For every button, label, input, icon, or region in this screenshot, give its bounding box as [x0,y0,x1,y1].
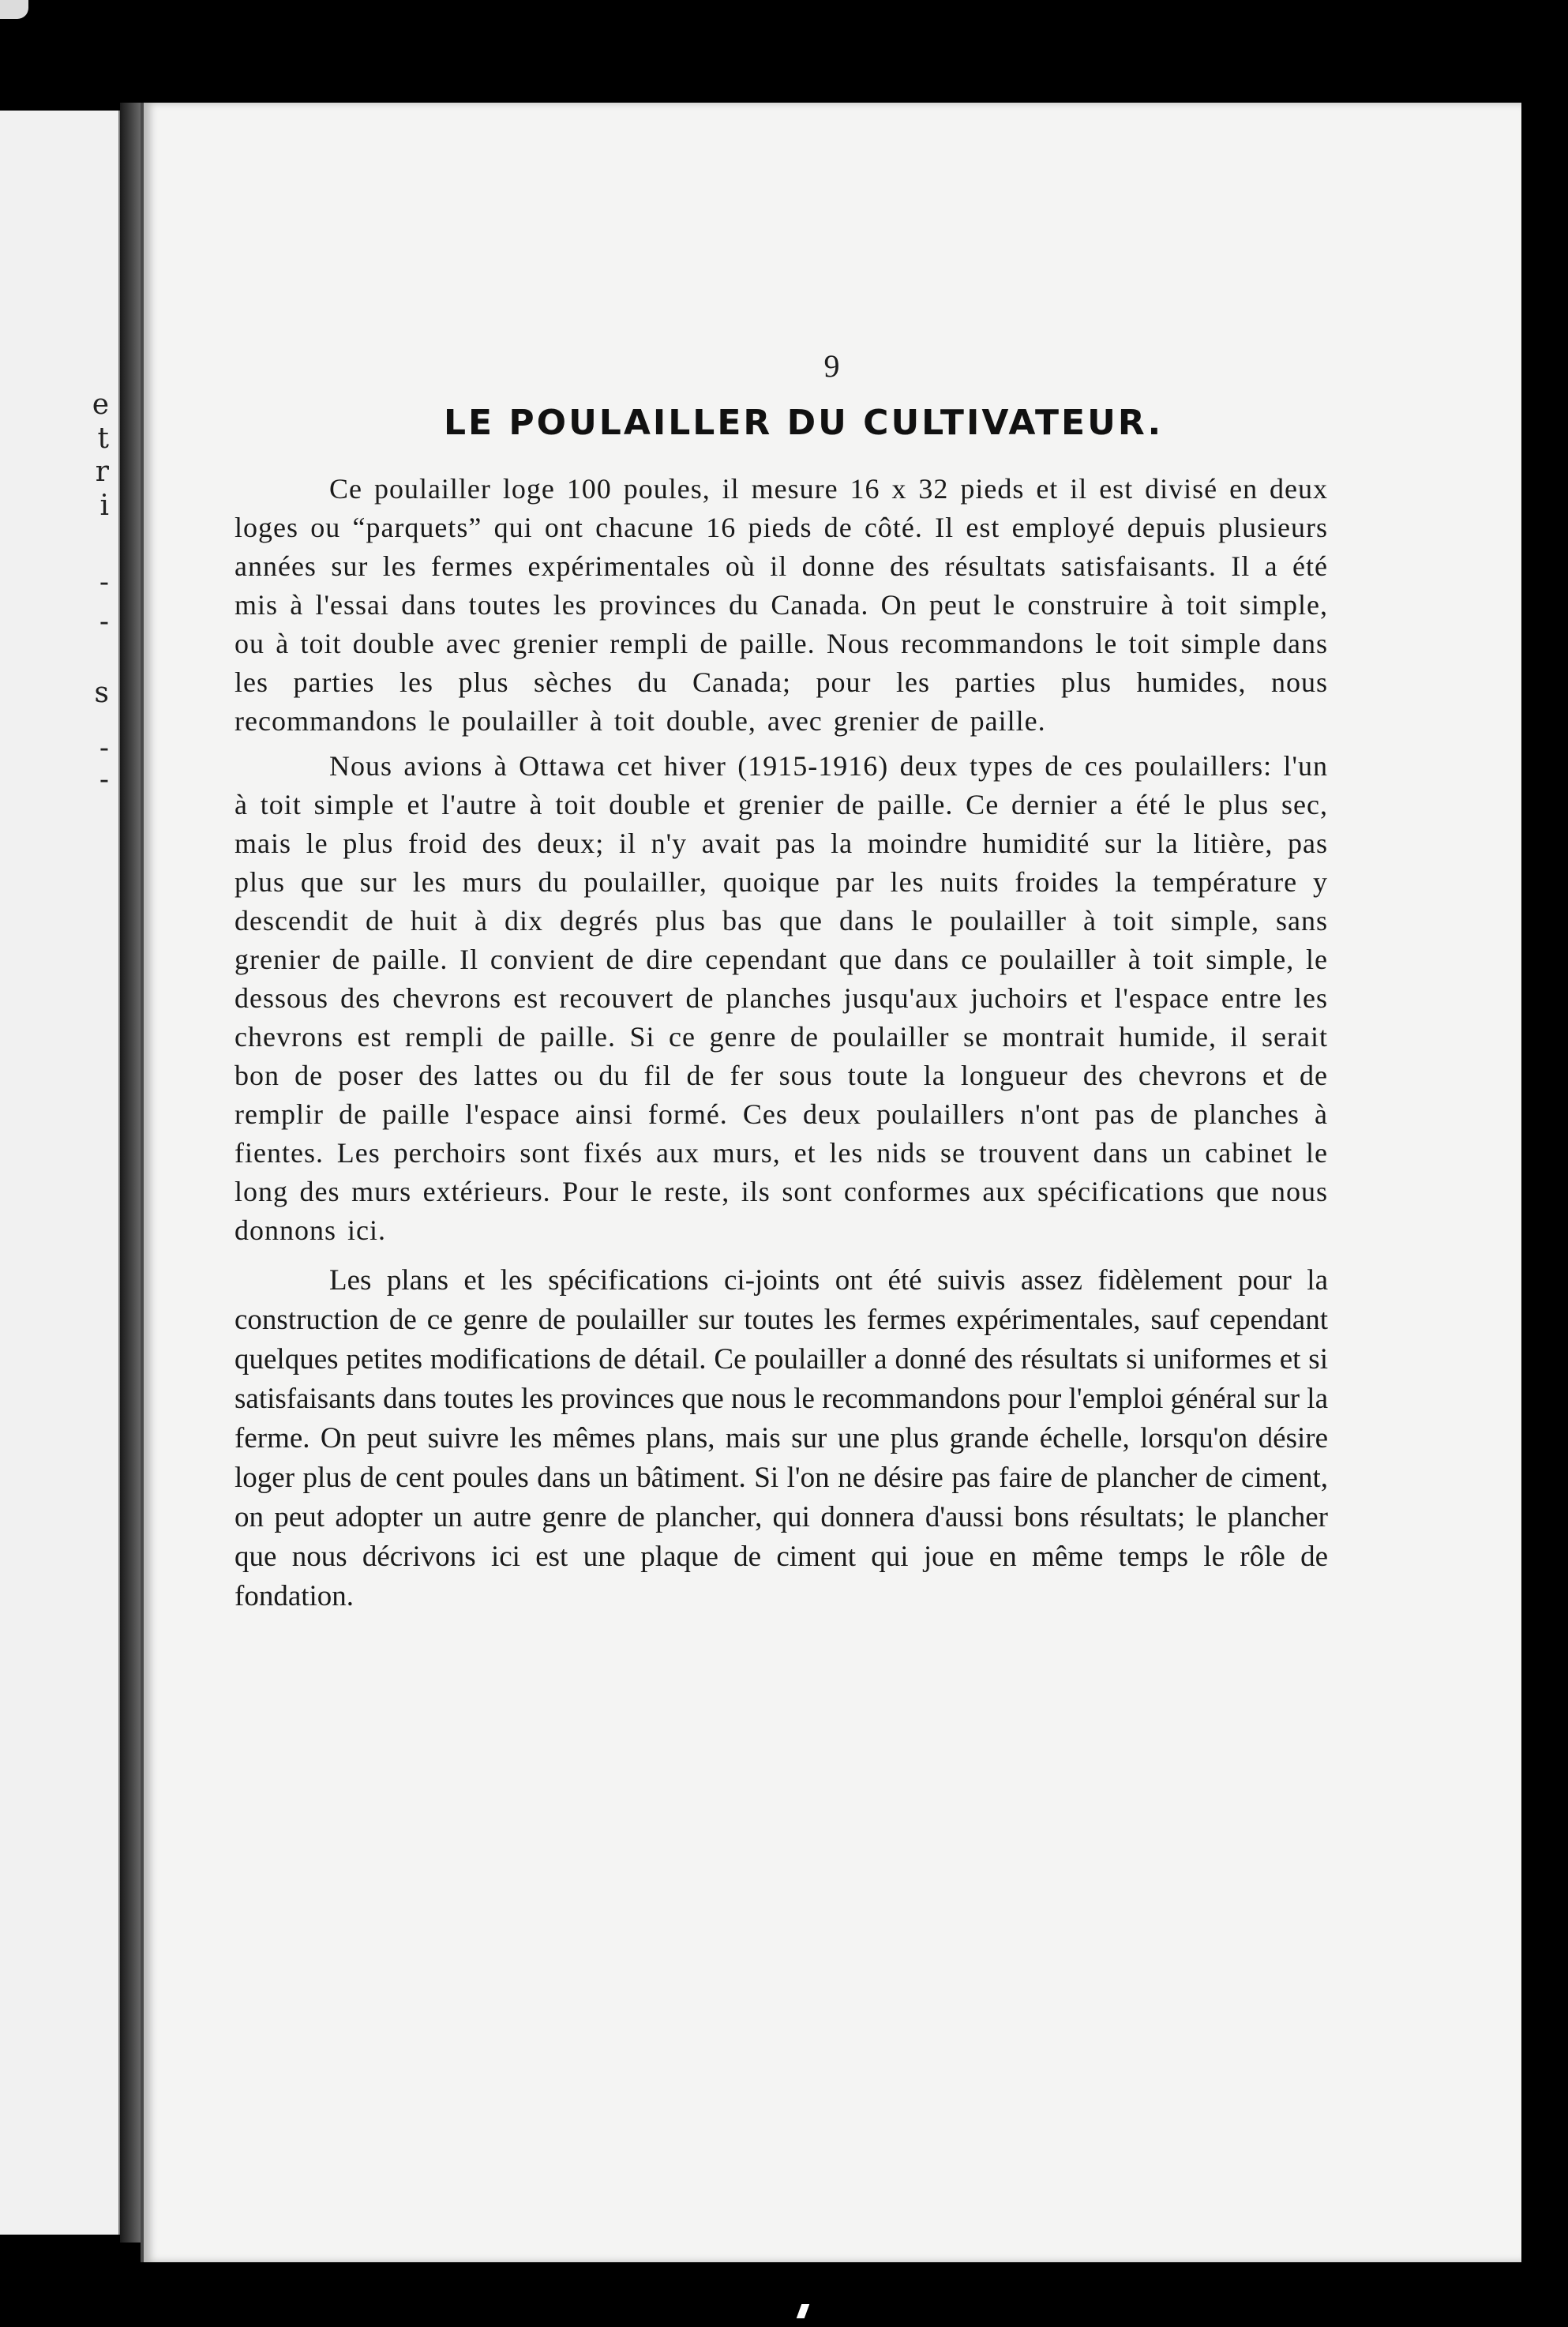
scan-bottom-mark [797,2304,810,2318]
prev-page-fragment: i [99,490,109,522]
prev-page-fragment: - [99,764,109,796]
prev-page-fragment: - [99,732,109,764]
prev-page-fragment: r [95,456,109,488]
page-number: 9 [823,348,842,384]
prev-page-fragment: s [94,677,109,709]
body-text [234,470,1328,1616]
prev-page-fragment: - [99,606,109,638]
previous-page-edge [0,111,123,2235]
paragraph: Ce poulailler loge 100 poules, il mesure 16 x 32 pieds et il est divisé en deux loges ou “parquets” qui ont chacune 16 pieds de côté. Il est employé depuis plusieurs années sur les fermes expérimentales où il donne des résultats satisfaisants. Il a été mis à l'essai dans toutes les provinces du Canada. On peut le construire à toit simple, ou à toit double avec grenier rempli de paille. Nous recommandons le toit simple dans les parties les plus sèches du Canada; pour les parties plus humides, nous recommandons le poulailler à toit double, avec grenier de paille. [234,473,1328,737]
paragraph: Nous avions à Ottawa cet hiver (1915-1916) deux types de ces poulaillers: l'un à toit simple et l'autre à toit double et grenier de paille. Ce dernier a été le plus sec, mais le plus froid des deux; il n'y avait pas la moindre humidité sur la litière, pas plus que sur les murs du poulailler, quoique par les nuits froides la température y descendit de huit à dix degrés plus bas que dans le poulailler à toit simple, sans grenier de paille. Il convient de dire cependant que dans ce poulailler à toit simple, le dessous des chevrons est recouvert de planches jusqu'aux juchoirs et l'espace entre les chevrons est rempli de paille. Si ce genre de poulailler se montrait humide, il serait bon de poser des lattes ou du fil de fer sous toute la longueur des chevrons et de remplir de paille l'espace ainsi formé. Ces deux poulaillers n'ont pas de planches à fientes. Les perchoirs sont fixés aux murs, et les nids se trouvent dans un cabinet le long des murs extérieurs. Pour le reste, ils sont conformes aux spécifications que nous donnons ici. [234,750,1328,1246]
prev-page-fragment: e [92,388,109,421]
paragraph: Les plans et les spécifications ci-joints ont été suivis assez fidèlement pour la construction de ce genre de poulailler sur toutes les fermes expérimentales, sauf cependant quelques petites modifications de détail. Ce poulailler a donné des résultats si uniformes et si satisfaisants dans toutes les provinces que nous le recommandons pour l'emploi général sur la ferme. On peut suivre les mêmes plans, mais sur une plus grande échelle, lorsqu'on désire loger plus de cent poules dans un bâtiment. Si l'on ne désire pas faire de plancher de ciment, on peut adopter un autre genre de plancher, qui donnera d'aussi bons résultats; le plancher que nous décrivons ici est une plaque de ciment qui joue en même temps le rôle de fondation. [234,1264,1328,1612]
scan-corner-mark [0,0,28,19]
page-title: LE POULAILLER DU CULTIVATEUR. [444,403,1164,443]
prev-page-fragment: - [99,566,109,599]
scanned-page [141,103,1521,2262]
book-gutter [120,103,142,2243]
prev-page-fragment: t [97,422,109,455]
